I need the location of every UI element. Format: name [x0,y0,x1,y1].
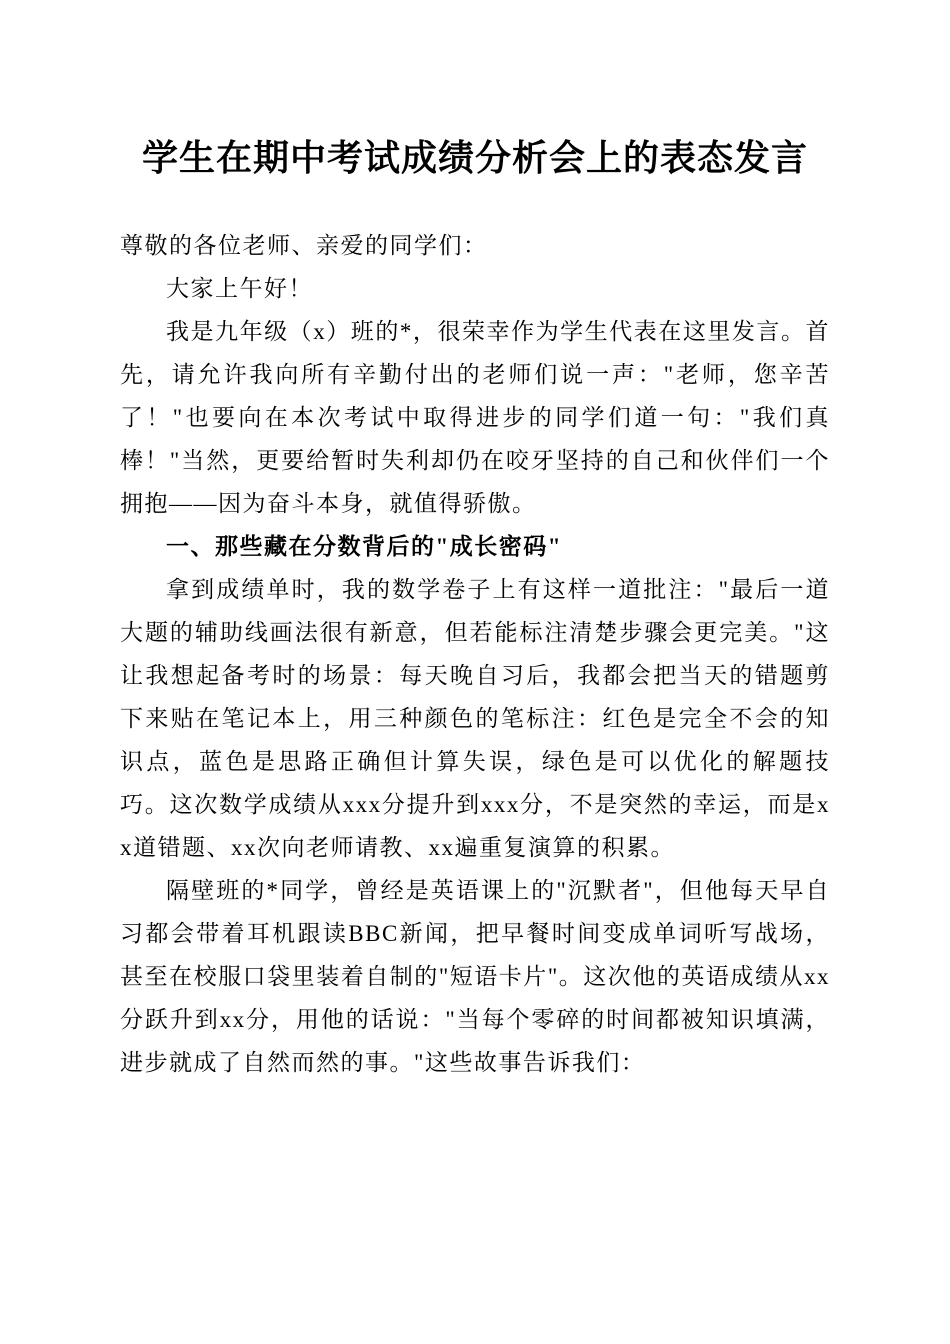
document-title: 学生在期中考试成绩分析会上的表态发言 [141,138,808,178]
intro-paragraph: 我是九年级（x）班的*，很荣幸作为学生代表在这里发言。首先，请允许我向所有辛勤付出的老师们说一声："老师，您辛苦了！"也要向在本次考试中取得进步的同学们道一句："我们真棒！"当然，更要给暂时失利却仍在咬牙坚持的自己和伙伴们一个拥抱——因为奋斗本身，就值得骄傲。 [120,319,830,516]
math-story-paragraph: 拿到成绩单时，我的数学卷子上有这样一道批注："最后一道大题的辅助线画法很有新意，但若能标注清楚步骤会更完美。"这让我想起备考时的场景：每天晚自习后，我都会把当天的错题剪下来贴在笔记本上，用三种颜色的笔标注：红色是完全不会的知识点，蓝色是思路正确但计算失误，绿色是可以优化的解题技巧。这次数学成绩从xxx分提升到xxx分，不是突然的幸运，而是xx道错题、xx次向老师请教、xx遍重复演算的积累。 [120,577,830,860]
section-heading-1: 一、那些藏在分数背后的"成长密码" [166,534,563,559]
greeting-line: 大家上午好！ [166,276,313,301]
salutation-line: 尊敬的各位老师、亲爱的同学们： [120,233,488,258]
english-story-paragraph: 隔壁班的*同学，曾经是英语课上的"沉默者"，但他每天早自习都会带着耳机跟读BBC新闻，把早餐时间变成单词听写战场，甚至在校服口袋里装着自制的"短语卡片"。这次他的英语成绩从xx分跃升到xx分，用他的话说："当每个零碎的时间都被知识填满，进步就成了自然而然的事。"这些故事告诉我们： [120,878,830,1075]
